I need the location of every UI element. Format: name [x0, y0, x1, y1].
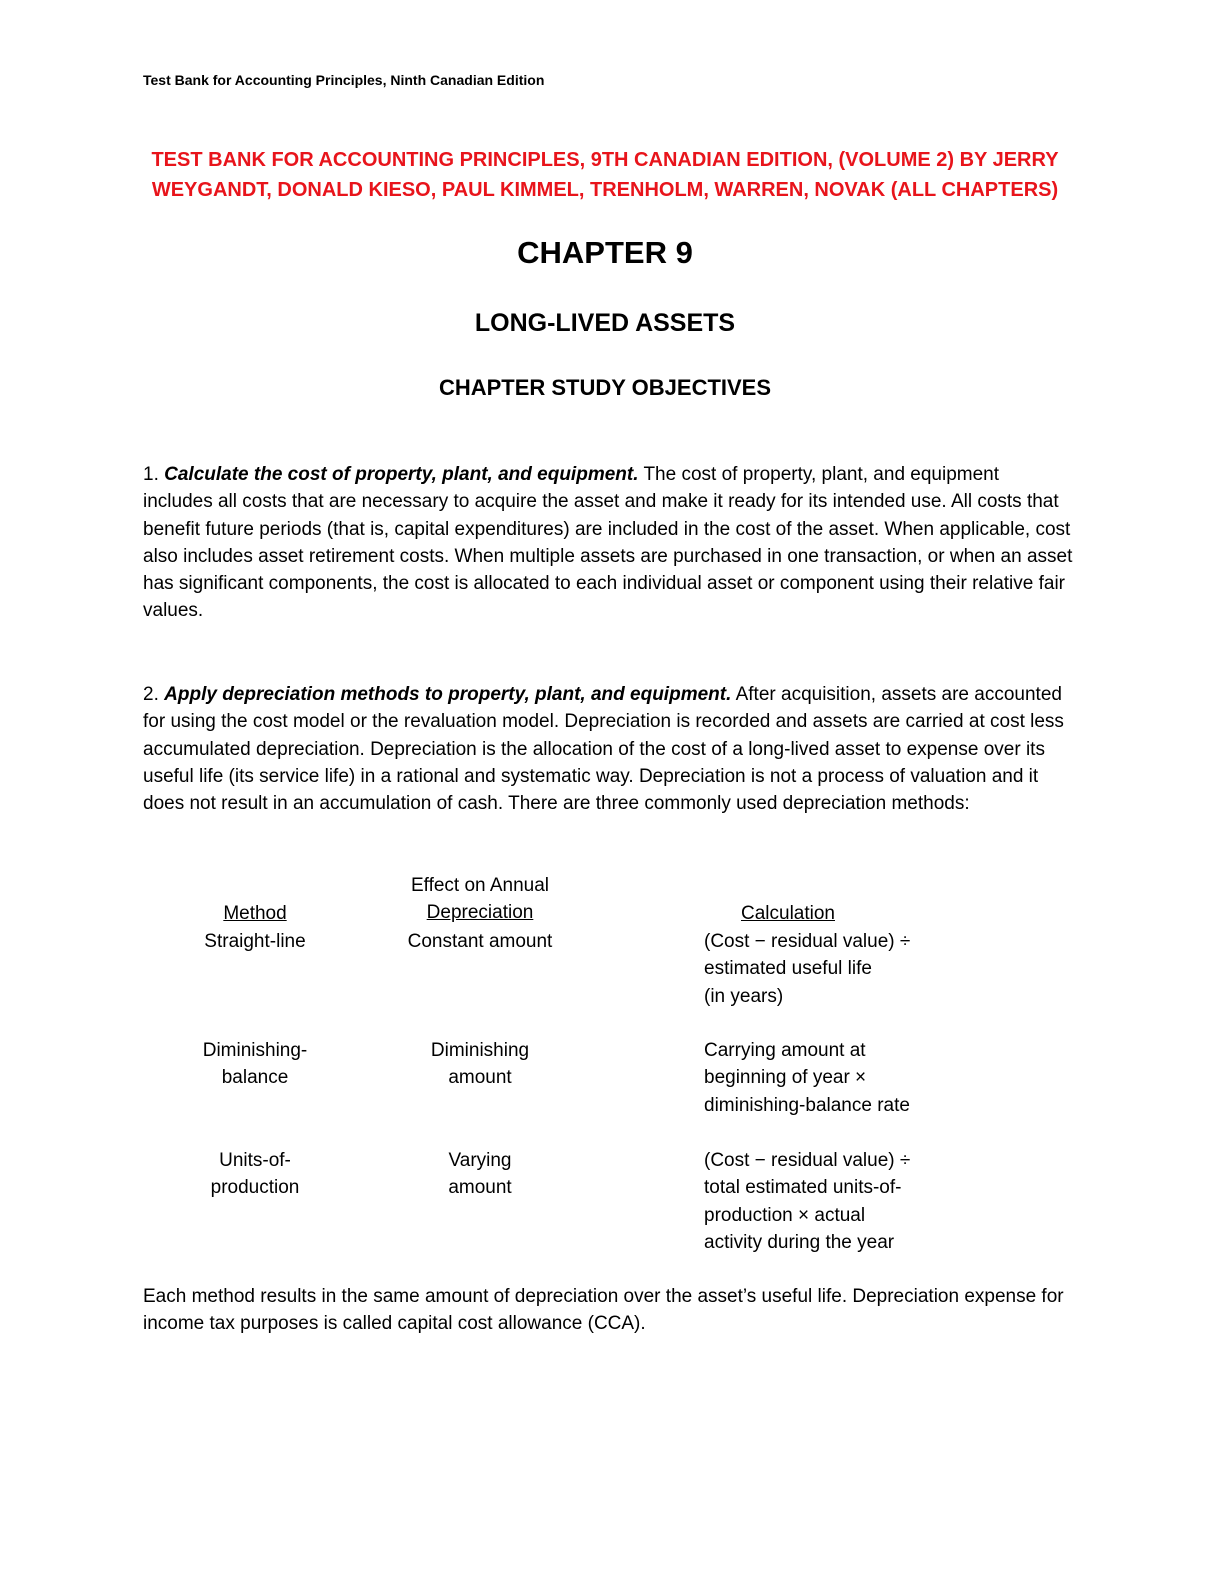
running-header: Test Bank for Accounting Principles, Ninth Canadian Edition [143, 72, 545, 88]
table-cell-effect: Diminishing amount [430, 1040, 530, 1089]
objective-1-number: 1. [143, 464, 159, 485]
document-title: TEST BANK FOR ACCOUNTING PRINCIPLES, 9TH CANADIAN EDITION, (VOLUME 2) BY JERRY WEYGANDT, DONALD KIESO, PAUL KIMMEL, TRENHOLM, WARREN, NOVAK (ALL CHAPTERS) [151, 149, 1059, 201]
table-cell-calculation: Carrying amount at beginning of year × diminishing-balance rate [704, 1040, 910, 1116]
objective-1 [143, 461, 1073, 625]
table-cell-method: Straight-line [204, 931, 306, 952]
objective-2 [143, 681, 1073, 817]
table-header-effect: Effect on Annual Depreciation [410, 875, 550, 924]
table-cell-effect: Varying amount [448, 1150, 512, 1199]
table-cell-method: Diminishing- balance [202, 1040, 308, 1089]
objective-2-lead: Apply depreciation methods to property, plant, and equipment. [164, 684, 732, 705]
objective-2-number: 2. [143, 684, 159, 705]
table-cell-method: Units-of- production [210, 1150, 300, 1199]
table-cell-calculation: (Cost − residual value) ÷ total estimated units-of- production × actual activity during the year [704, 1150, 911, 1253]
objective-2-text: After acquisition, assets are accounted for using the cost model or the revaluation model. Depreciation is recorded and assets are carried at cost less accumulated depreciation. Depreciation is the allocation of the cost of a long-lived asset to expense over its useful life (its service life) in a rational and systematic way. Depreciation is not a process of valuation and it does not result in an accumulation of cash. There are three commonly used depreciation methods: [143, 684, 1064, 815]
closing-paragraph: Each method results in the same amount of depreciation over the asset’s useful life. Depreciation expense for income tax purposes is called capital cost allowance (CCA). [143, 1286, 1064, 1335]
objectives-heading: CHAPTER STUDY OBJECTIVES [438, 375, 772, 400]
table-header-method: Method [223, 903, 287, 924]
table-header-calculation: Calculation [741, 903, 835, 924]
objective-1-text: The cost of property, plant, and equipment includes all costs that are necessary to acquire the asset and make it ready for its intended use. All costs that benefit future periods (that is, capital expenditures) are included in the cost of the asset. When applicable, cost also includes asset retirement costs. When multiple assets are purchased in one transaction, or when an asset has significant components, the cost is allocated to each individual asset or component using their relative fair values. [143, 464, 1073, 622]
chapter-number: CHAPTER 9 [517, 235, 693, 270]
table-cell-effect: Constant amount [407, 931, 553, 952]
table-cell-calculation: (Cost − residual value) ÷ estimated useful life (in years) [704, 931, 911, 1007]
objective-1-lead: Calculate the cost of property, plant, and equipment. [164, 464, 639, 485]
chapter-title: LONG-LIVED ASSETS [474, 309, 736, 337]
